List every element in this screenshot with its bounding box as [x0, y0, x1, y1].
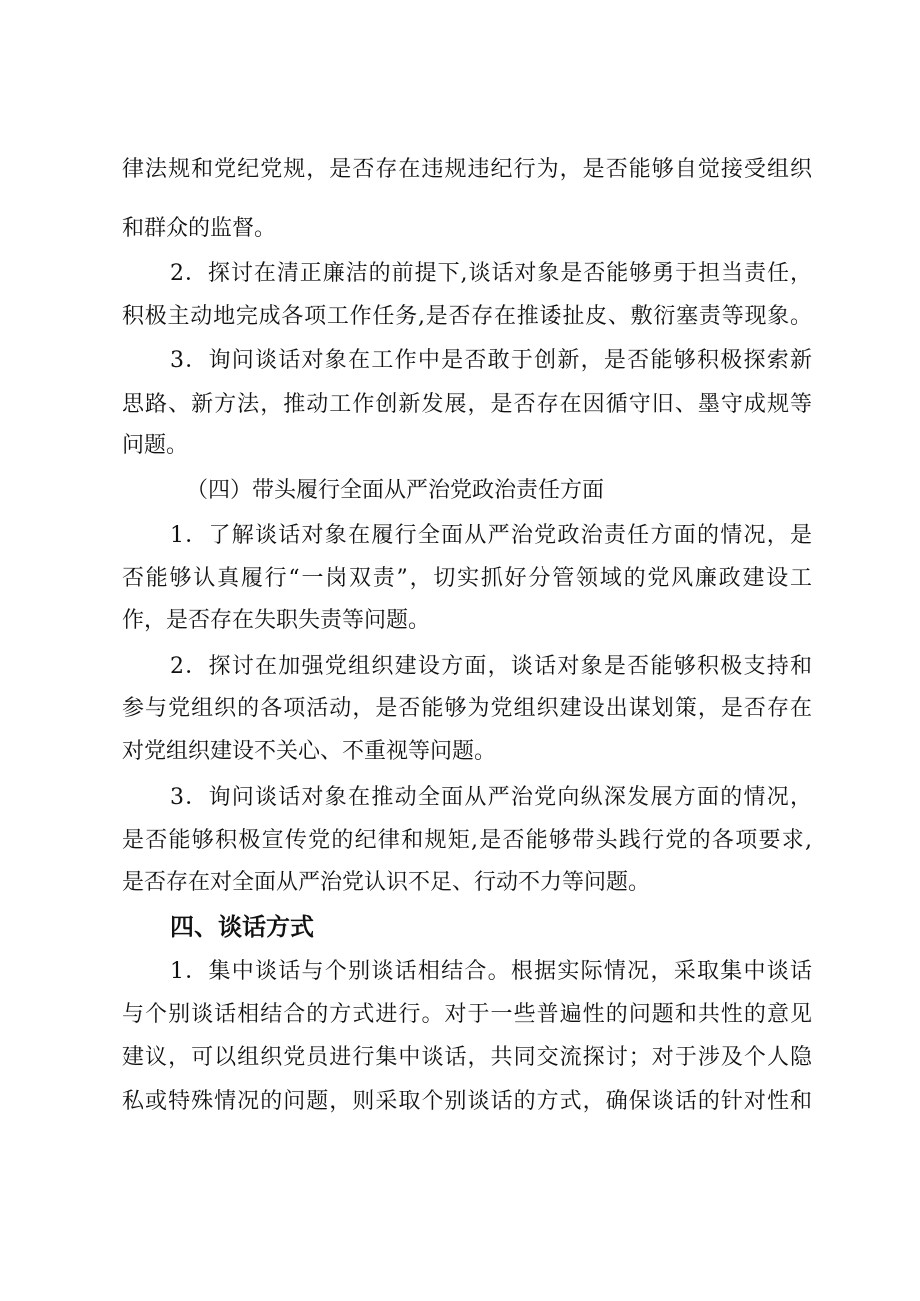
list-item-line: 3．询问谈话对象在工作中是否敢于创新，是否能够积极探索新 — [170, 348, 812, 373]
list-item-line: 2．探讨在加强党组织建设方面，谈话对象是否能够积极支持和 — [170, 654, 812, 679]
text-line: 思路、新方法，推动工作创新发展，是否存在因循守旧、墨守成规等 — [122, 392, 812, 417]
text-line: 建议，可以组织党员进行集中谈话，共同交流探讨；对于涉及个人隐 — [122, 1045, 812, 1070]
text-line: 是否能够积极宣传党的纪律和规矩,是否能够带头践行党的各项要求, — [122, 828, 812, 853]
text-line: 对党组织建设不关心、不重视等问题。 — [122, 739, 497, 764]
list-item-line: 1．集中谈话与个别谈话相结合。根据实际情况，采取集中谈话 — [170, 959, 812, 984]
text-line: 作，是否存在失职失责等问题。 — [122, 608, 431, 633]
text-line: 否能够认真履行“一岗双责”，切实抓好分管领域的党风廉政建设工 — [122, 566, 812, 591]
text-line: 积极主动地完成各项工作任务,是否存在推诿扯皮、敷衍塞责等现象。 — [122, 304, 812, 329]
text-line: 与个别谈话相结合的方式进行。对于一些普遍性的问题和共性的意见 — [122, 1002, 812, 1027]
text-line: 参与党组织的各项活动，是否能够为党组织建设出谋划策，是否存在 — [122, 696, 812, 721]
text-line: 是否存在对全面从严治党认识不足、行动不力等问题。 — [122, 870, 651, 895]
text-line: 问题。 — [122, 433, 189, 458]
list-item-line: 1．了解谈话对象在履行全面从严治党政治责任方面的情况，是 — [170, 523, 812, 548]
text-line: 律法规和党纪党规，是否存在违规违纪行为，是否能够自觉接受组织 — [122, 157, 812, 182]
list-item-line: 3．询问谈话对象在推动全面从严治党向纵深发展方面的情况， — [170, 785, 812, 810]
section-subheading: （四）带头履行全面从严治党政治责任方面 — [186, 478, 605, 503]
text-line: 和群众的监督。 — [122, 216, 277, 241]
list-item-line: 2．探讨在清正廉洁的前提下,谈话对象是否能够勇于担当责任， — [170, 261, 812, 286]
section-heading: 四、谈话方式 — [170, 913, 314, 941]
text-line: 私或特殊情况的问题，则采取个别谈话的方式，确保谈话的针对性和 — [122, 1089, 812, 1114]
